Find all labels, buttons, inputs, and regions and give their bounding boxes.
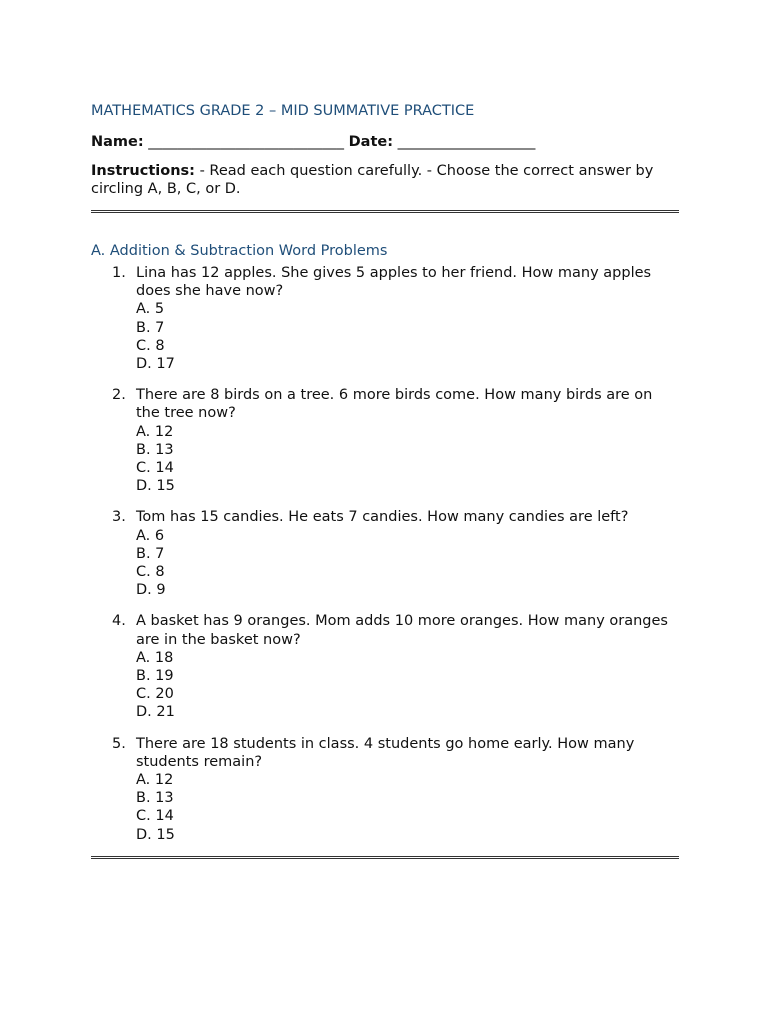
top-divider (91, 210, 679, 213)
name-blank: ___________________________ (148, 134, 345, 150)
answer-option: B. 13 (136, 441, 174, 458)
answer-option: C. 14 (136, 460, 174, 477)
answer-option: A. 12 (136, 423, 174, 440)
question-number: 5. (112, 735, 126, 752)
question-text: There are 18 students in class. 4 students go home early. How many students remain? (136, 735, 635, 770)
instructions-text: - Read each question carefully. - Choose the correct answer by circling A, B, C, or D. (91, 163, 654, 197)
question-text: A basket has 9 oranges. Mom adds 10 more oranges. How many oranges are in the basket now? (136, 613, 668, 648)
worksheet-content (91, 101, 679, 859)
instructions-label: Instructions: (91, 163, 195, 179)
question-text: There are 8 birds on a tree. 6 more birds come. How many birds are on the tree now? (136, 387, 653, 422)
question-item (91, 386, 679, 495)
answer-options (136, 649, 679, 722)
question-number: 3. (112, 509, 126, 526)
date-label: Date: (348, 134, 394, 150)
name-date-line (91, 132, 679, 152)
question-text: Tom has 15 candies. He eats 7 candies. How many candies are left? (136, 509, 629, 526)
answer-option: D. 17 (136, 356, 175, 373)
question-number: 4. (112, 613, 126, 630)
question-item (91, 264, 679, 373)
answer-option: C. 8 (136, 564, 165, 581)
answer-option: A. 18 (136, 649, 174, 666)
answer-option: D. 9 (136, 582, 166, 599)
answer-options (136, 771, 679, 844)
instructions (91, 162, 679, 198)
answer-option: B. 19 (136, 668, 174, 685)
answer-option: B. 7 (136, 545, 165, 562)
worksheet-title: MATHEMATICS GRADE 2 – MID SUMMATIVE PRACTICE (91, 103, 475, 119)
section-title: A. Addition & Subtraction Word Problems (91, 243, 388, 259)
date-blank: ___________________ (397, 134, 536, 150)
answer-option: C. 14 (136, 808, 174, 825)
answer-option: A. 6 (136, 527, 165, 544)
answer-options (136, 527, 679, 600)
answer-option: D. 15 (136, 826, 175, 843)
question-number: 1. (112, 265, 126, 281)
question-list (91, 264, 679, 844)
answer-option: A. 12 (136, 772, 174, 789)
answer-options (136, 423, 679, 496)
answer-option: B. 7 (136, 319, 165, 336)
answer-option: C. 8 (136, 337, 165, 354)
question-item (91, 735, 679, 844)
question-text: Lina has 12 apples. She gives 5 apples to her friend. How many apples does she have now? (136, 265, 652, 300)
answer-option: C. 20 (136, 686, 174, 703)
bottom-divider (91, 856, 679, 859)
question-number: 2. (112, 387, 126, 404)
question-item (91, 508, 679, 599)
name-label: Name: (91, 134, 144, 150)
answer-option: D. 15 (136, 478, 175, 495)
answer-options (136, 300, 679, 373)
question-item (91, 612, 679, 721)
answer-option: D. 21 (136, 704, 175, 721)
answer-option: A. 5 (136, 301, 165, 318)
answer-option: B. 13 (136, 790, 174, 807)
